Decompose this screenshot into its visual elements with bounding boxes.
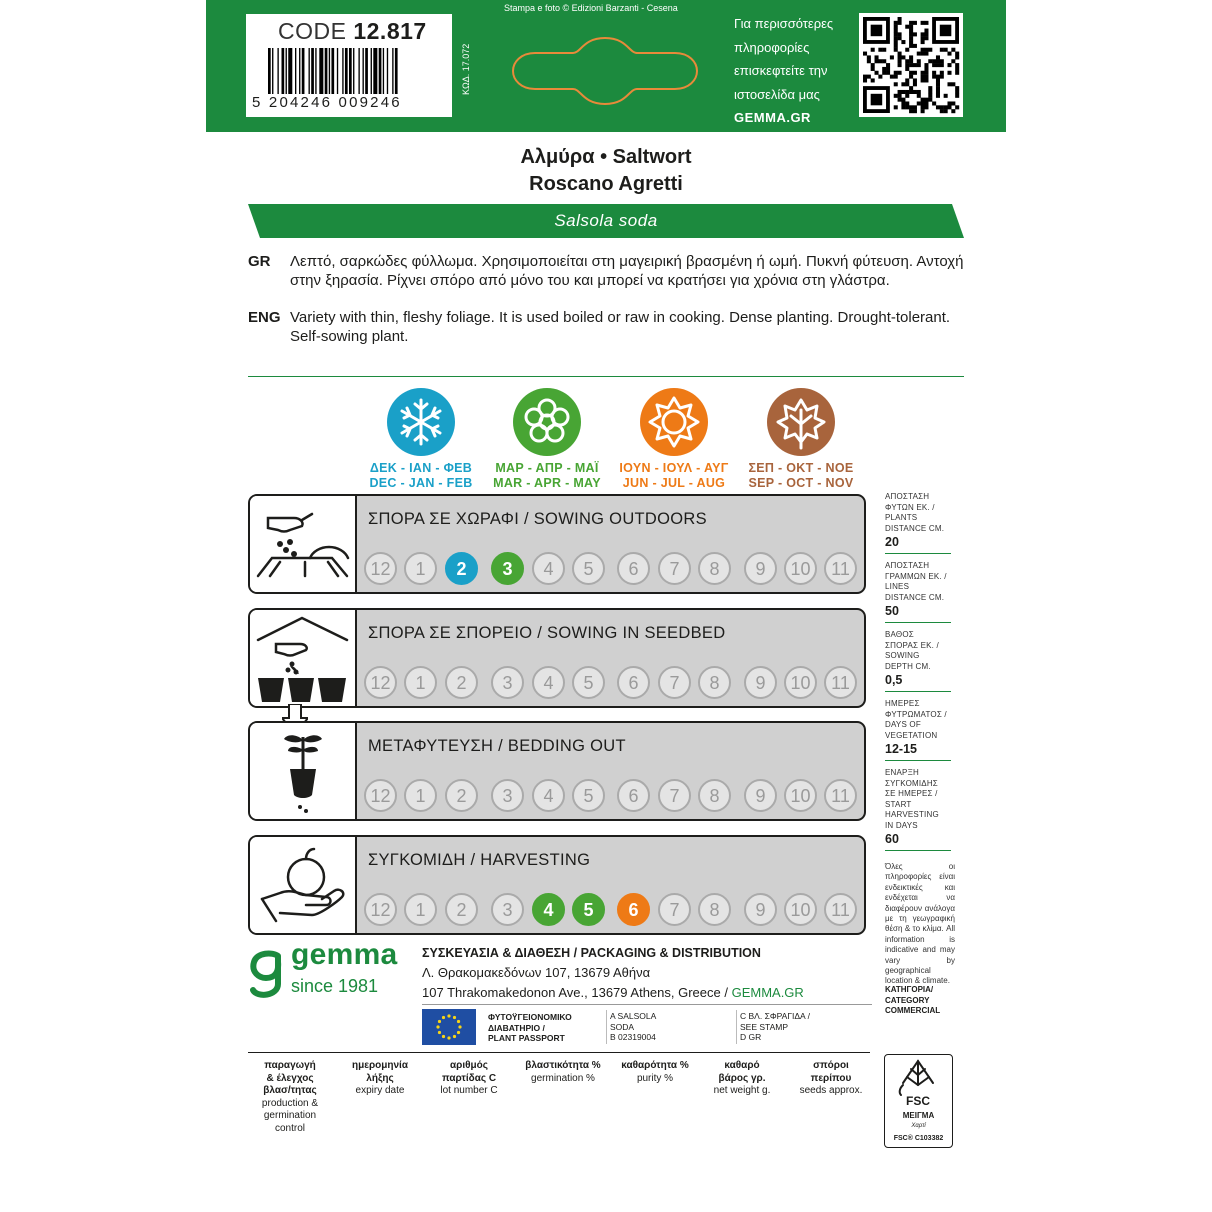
gemma-wordmark: gemma	[291, 938, 398, 971]
barcode-icon	[266, 48, 440, 94]
month-4: 4	[532, 666, 565, 699]
spec-value: 12-15	[885, 742, 917, 756]
barcode-box	[246, 14, 452, 117]
harvest-icon	[250, 837, 357, 933]
kod-code: ΚΩΔ. 17.072	[461, 43, 471, 95]
sun-icon	[640, 388, 708, 456]
month-7: 7	[658, 779, 691, 812]
row-title: ΣΥΓΚΟΜΙΔΗ / HARVESTING	[368, 851, 591, 869]
month-3: 3	[491, 666, 524, 699]
divider	[736, 1010, 737, 1044]
plant-passport-title: ΦΥΤΟΫΓΕΙΟΝΟΜΙΚΟ ΔΙΑΒΑΤΗΡΙΟ / PLANT PASSPORT	[488, 1012, 572, 1043]
latin-name: Salsola soda	[554, 211, 658, 230]
spec-value: 60	[885, 832, 899, 846]
month-5: 5	[572, 893, 605, 926]
spec-label: ΑΠΟΣΤΑΣΗ ΓΡΑΜΜΩΝ ΕΚ. / LINES DISTANCE CM.	[885, 561, 947, 602]
month-9: 9	[744, 666, 777, 699]
description-en: Variety with thin, fleshy foliage. It is used boiled or raw in cooking. Dense planting. Drought-tolerant. Self-sowing plant.	[290, 309, 951, 345]
month-12: 12	[364, 779, 397, 812]
lang-label-en: ENG	[248, 309, 281, 326]
divider	[248, 1052, 870, 1053]
spec-value: 50	[885, 604, 899, 618]
month-11: 11	[824, 893, 857, 926]
fsc-badge	[884, 1054, 953, 1148]
spec-label: ΑΠΟΣΤΑΣΗ ΦΥΤΩΝ ΕΚ. / PLANTS DISTANCE CM.	[885, 492, 945, 533]
plant-passport-ab: A SALSOLA SODA B 02319004	[610, 1011, 657, 1042]
lang-label-gr: GR	[248, 253, 271, 270]
month-2: 2	[445, 779, 478, 812]
month-4: 4	[532, 552, 565, 585]
divider	[422, 1004, 872, 1005]
month-11: 11	[824, 779, 857, 812]
month-1: 1	[404, 666, 437, 699]
month-10: 10	[784, 552, 817, 585]
season-gr-autumn: ΣΕΠ - ΟΚΤ - ΝΟΕ	[748, 461, 854, 475]
info-text	[734, 12, 859, 130]
month-5: 5	[572, 666, 605, 699]
packaging-title: ΣΥΣΚΕΥΑΣΙΑ & ΔΙΑΘΕΣΗ / PACKAGING & DISTRIBUTION	[422, 946, 761, 960]
spec-label: ΒΑΘΟΣ ΣΠΟΡΑΣ ΕΚ. / SOWING DEPTH CM.	[885, 630, 939, 671]
month-9: 9	[744, 893, 777, 926]
row-title: ΣΠΟΡΑ ΣΕ ΧΩΡΑΦΙ / SOWING OUTDOORS	[368, 510, 707, 528]
month-5: 5	[572, 552, 605, 585]
month-8: 8	[698, 779, 731, 812]
month-4: 4	[532, 779, 565, 812]
month-11: 11	[824, 552, 857, 585]
divider	[885, 622, 951, 623]
calendar-row-bedding-out	[248, 721, 866, 821]
info-column: βλαστικότητα % germination %	[525, 1060, 601, 1084]
row-title: ΜΕΤΑΦΥΤΕΥΣΗ / BEDDING OUT	[368, 737, 626, 755]
product-title: Αλμύρα • Saltwort	[520, 146, 692, 168]
month-4: 4	[532, 893, 565, 926]
calendar-row-harvesting	[248, 835, 866, 935]
month-10: 10	[784, 666, 817, 699]
info-column: καθαρότητα % purity %	[621, 1060, 689, 1084]
divider	[885, 760, 951, 761]
season-gr-winter: ΔΕΚ - ΙΑΝ - ΦΕΒ	[369, 461, 473, 475]
product-code: CODE 12.817	[278, 18, 427, 44]
sowing-outdoors-icon	[250, 496, 357, 592]
info-column: παραγωγή & έλεγχος βλασ/τητας production & germination control	[261, 1060, 319, 1134]
month-6: 6	[617, 552, 650, 585]
spec-value: 20	[885, 535, 899, 549]
month-2: 2	[445, 552, 478, 585]
print-credit: Stampa e foto © Edizioni Barzanti - Cesena	[504, 3, 678, 13]
fsc-label: ΜΕΙΓΜΑ	[902, 1111, 935, 1120]
info-column: αριθμός παρτίδας C lot number C	[440, 1060, 498, 1096]
category-line: COMMERCIAL	[885, 1006, 941, 1015]
seedbed-icon	[250, 610, 357, 706]
flower-icon	[513, 388, 581, 456]
info-column: καθαρό βάρος γρ. net weight g.	[713, 1060, 771, 1096]
eu-flag-icon	[422, 1009, 476, 1045]
calendar-row-seedbed	[248, 608, 866, 708]
month-6: 6	[617, 779, 650, 812]
spec-label: ΕΝΑΡΞΗ ΣΥΓΚΟΜΙΔΗΣ ΣΕ ΗΜΕΡΕΣ / START HARVESTING IN DAYS	[885, 768, 939, 830]
divider	[885, 850, 951, 851]
category-line: CATEGORY	[885, 995, 930, 1005]
gemma-since: since 1981	[291, 976, 379, 996]
info-line: Για περισσότερες	[734, 16, 834, 31]
month-7: 7	[658, 666, 691, 699]
svg-text:FSC: FSC	[906, 1094, 930, 1108]
month-9: 9	[744, 552, 777, 585]
month-6: 6	[617, 893, 650, 926]
month-2: 2	[445, 893, 478, 926]
product-subtitle: Roscano Agretti	[529, 173, 683, 195]
info-column: σπόροι περίπου seeds approx.	[799, 1060, 863, 1096]
info-line: επισκεφτείτε την	[734, 63, 828, 78]
row-title: ΣΠΟΡΑ ΣΕ ΣΠΟΡΕΙΟ / SOWING IN SEEDBED	[368, 624, 726, 642]
month-9: 9	[744, 779, 777, 812]
month-5: 5	[572, 779, 605, 812]
divider	[606, 1010, 607, 1044]
disclaimer-note: Όλες οι πληροφορίες είναι ενδεικτικές και ενδέχεται να διαφέρουν ανάλογα με τη γεωγραφική θέση & το κλίμα. All information is indicative and may vary by geographical location & climate.	[885, 862, 955, 986]
divider	[248, 376, 964, 377]
info-line: πληροφορίες	[734, 39, 810, 55]
address-gr: Λ. Θρακομακεδόνων 107, 13679 Αθήνα	[422, 965, 651, 980]
month-8: 8	[698, 893, 731, 926]
month-1: 1	[404, 893, 437, 926]
info-line: ιστοσελίδα μας	[734, 86, 820, 102]
snowflake-icon	[387, 388, 455, 456]
month-12: 12	[364, 893, 397, 926]
category-line: ΚΑΤΗΓΟΡΙΑ/	[885, 985, 934, 994]
plant-passport-cd: C ΒΛ. ΣΦΡΑΓΙΔΑ / SEE STAMP D GR	[740, 1011, 810, 1042]
fsc-tree-icon	[885, 1055, 952, 1111]
gemma-logo-icon	[247, 948, 285, 1002]
month-3: 3	[491, 552, 524, 585]
info-url-link[interactable]: GEMMA.GR	[734, 110, 811, 125]
month-3: 3	[491, 893, 524, 926]
transplant-icon	[250, 723, 357, 819]
divider	[885, 691, 951, 692]
month-10: 10	[784, 779, 817, 812]
season-en-summer: JUN - JUL - AUG	[622, 476, 726, 490]
info-column: ημερομηνία λήξης expiry date	[352, 1060, 408, 1096]
month-10: 10	[784, 893, 817, 926]
divider	[885, 553, 951, 554]
month-12: 12	[364, 666, 397, 699]
month-8: 8	[698, 552, 731, 585]
season-gr-summer: ΙΟΥΝ - ΙΟΥΛ - ΑΥΓ	[619, 461, 729, 475]
spec-value: 0,5	[885, 673, 903, 687]
season-en-spring: MAR - APR - MAY	[493, 476, 601, 490]
category	[885, 985, 965, 1017]
fsc-sub: Χαρτί	[911, 1123, 926, 1129]
month-1: 1	[404, 779, 437, 812]
month-2: 2	[445, 666, 478, 699]
season-gr-spring: ΜΑΡ - ΑΠΡ - ΜΑΪ	[495, 461, 599, 475]
ean-number: 5 204246 009246	[252, 94, 402, 111]
month-8: 8	[698, 666, 731, 699]
season-en-winter: DEC - JAN - FEB	[369, 476, 473, 490]
month-11: 11	[824, 666, 857, 699]
month-7: 7	[658, 552, 691, 585]
company-url-link[interactable]: GEMMA.GR	[731, 985, 804, 1000]
season-en-autumn: SEP - OCT - NOV	[748, 476, 854, 490]
calendar-row-sowing-outdoors	[248, 494, 866, 594]
month-1: 1	[404, 552, 437, 585]
hang-hole-icon	[499, 34, 711, 106]
address-en: 107 Thrakomakedonon Ave., 13679 Athens, Greece / GEMMA.GR	[422, 985, 804, 1000]
description-gr: Λεπτό, σαρκώδες φύλλωμα. Χρησιμοποιείται στη μαγειρική βρασμένη ή ωμή. Πυκνή φύτευση. Αντοχή στην ξηρασία. Ρίχνει σπόρο από μόνο του και μπορεί να κρατήσει για χρόνια στη γλάστρα.	[290, 253, 964, 289]
month-3: 3	[491, 779, 524, 812]
leaf-icon	[767, 388, 835, 456]
spec-label: ΗΜΕΡΕΣ ΦΥΤΡΩΜΑΤΟΣ / DAYS OF VEGETATION	[885, 699, 947, 740]
month-6: 6	[617, 666, 650, 699]
month-7: 7	[658, 893, 691, 926]
fsc-code: FSC® C103382	[893, 1135, 944, 1142]
month-12: 12	[364, 552, 397, 585]
qr-code-icon[interactable]	[859, 13, 963, 117]
